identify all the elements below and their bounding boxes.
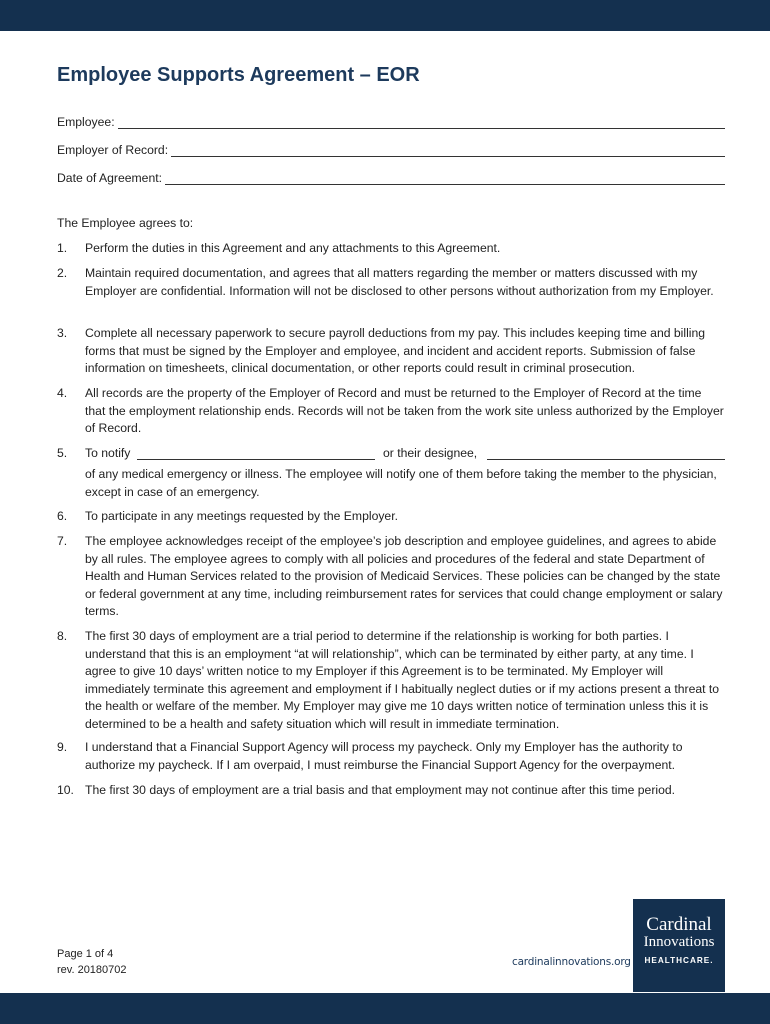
- employee-label: Employee:: [57, 115, 115, 129]
- designee-name-line[interactable]: [487, 445, 725, 460]
- item-text: Maintain required documentation, and agrees that all matters regarding the member or matters discussed with my Employer are confidential. Information will not be disclosed to other persons without authorization from my Employer.: [85, 266, 714, 298]
- list-item: [57, 739, 725, 774]
- list-item: [57, 533, 725, 621]
- employer-of-record-line[interactable]: [171, 141, 725, 157]
- list-item: [57, 508, 725, 526]
- item-text: of any medical emergency or illness. The employee will notify one of them before taking the member to the physician, except in case of an emergency.: [85, 467, 717, 499]
- item-number: 2.: [57, 266, 68, 280]
- item-text: I understand that a Financial Support Agency will process my paycheck. Only my Employer has the authority to authorize my paycheck. If I am overpaid, I must reimburse the Financial Support Agency for the overpayment.: [85, 740, 683, 772]
- top-banner: [0, 0, 770, 31]
- employer-of-record-label: Employer of Record:: [57, 143, 169, 157]
- intro-text: The Employee agrees to:: [57, 216, 194, 230]
- item-number: 8.: [57, 629, 68, 643]
- employer-of-record-field: [57, 141, 725, 157]
- item-number: 3.: [57, 326, 68, 340]
- item-text: The first 30 days of employment are a trial basis and that employment may not continue after this time period.: [85, 783, 676, 797]
- item-text: The employee acknowledges receipt of the employee’s job description and employee guidelines, and agrees to abide by all rules. The employee agrees to comply with all policies and procedures of the federal and state Department of Health and Human Services related to the provision of Medicaid Services. These policies can be changed by the state or federal government at any time, including reimbursement rates for services that could change employment or salary terms.: [85, 534, 723, 618]
- item-number: 1.: [57, 241, 68, 255]
- cardinal-innovations-logo: [633, 899, 725, 992]
- item-text: All records are the property of the Employer of Record and must be returned to the Employer of Record at the time that the employment relationship ends. Records will not be taken from the work site unless authorized by the Employer of Record.: [85, 386, 724, 435]
- logo-line2: Innovations: [643, 934, 715, 950]
- revision: rev. 20180702: [57, 964, 127, 976]
- list-item: [57, 325, 725, 378]
- list-item: [57, 265, 725, 300]
- notify-name-line[interactable]: [137, 445, 375, 460]
- employee-line[interactable]: [118, 113, 725, 129]
- page-footer: [57, 946, 127, 978]
- list-item: [57, 240, 725, 258]
- list-item: [57, 628, 725, 733]
- page-title: Employee Supports Agreement – EOR: [57, 64, 420, 86]
- logo-line1: Cardinal: [646, 914, 712, 935]
- item-number: 10.: [57, 783, 74, 797]
- item-number: 6.: [57, 509, 68, 523]
- item-text: Complete all necessary paperwork to secure payroll deductions from my pay. This includes keeping time and billing forms that must be signed by the Employer and employee, and incident and accident reports. Submission of false information on timesheets, clinical documentation, or other reports could result in criminal prosecution.: [85, 326, 706, 375]
- employee-field: [57, 113, 725, 129]
- notify-label: To notify: [85, 446, 131, 460]
- list-item: [57, 445, 725, 501]
- notify-row: [85, 445, 725, 463]
- list-item: [57, 782, 725, 800]
- website-link[interactable]: cardinalinnovations.org: [512, 956, 631, 968]
- page-number: Page 1 of 4: [57, 948, 114, 960]
- item-text: Perform the duties in this Agreement and any attachments to this Agreement.: [85, 241, 501, 255]
- list-item: [57, 385, 725, 438]
- logo-line3: HEALTHCARE.: [644, 956, 714, 965]
- date-of-agreement-line[interactable]: [165, 169, 725, 185]
- bottom-banner: [0, 993, 770, 1024]
- item-number: 9.: [57, 740, 68, 754]
- date-of-agreement-field: [57, 169, 725, 185]
- item-text: The first 30 days of employment are a trial period to determine if the relationship is working for both parties. I understand that this is an employment “at will relationship”, which can be terminated by either party, at any time. I agree to give 10 days’ written notice to my Employer if this Agreement is to be terminated. My Employer will immediately terminate this agreement and employment if I habitually neglect duties or if my actions present a threat to the health or welfare of the member. My Employer may give me 10 days written notice of termination unless this it is determined to be a health and safety situation which will result in immediate termination.: [85, 629, 720, 731]
- designee-label: or their designee,: [383, 446, 478, 460]
- date-of-agreement-label: Date of Agreement:: [57, 171, 163, 185]
- item-number: 4.: [57, 386, 68, 400]
- item-number: 5.: [57, 446, 68, 460]
- item-text: To participate in any meetings requested by the Employer.: [85, 509, 398, 523]
- item-number: 7.: [57, 534, 68, 548]
